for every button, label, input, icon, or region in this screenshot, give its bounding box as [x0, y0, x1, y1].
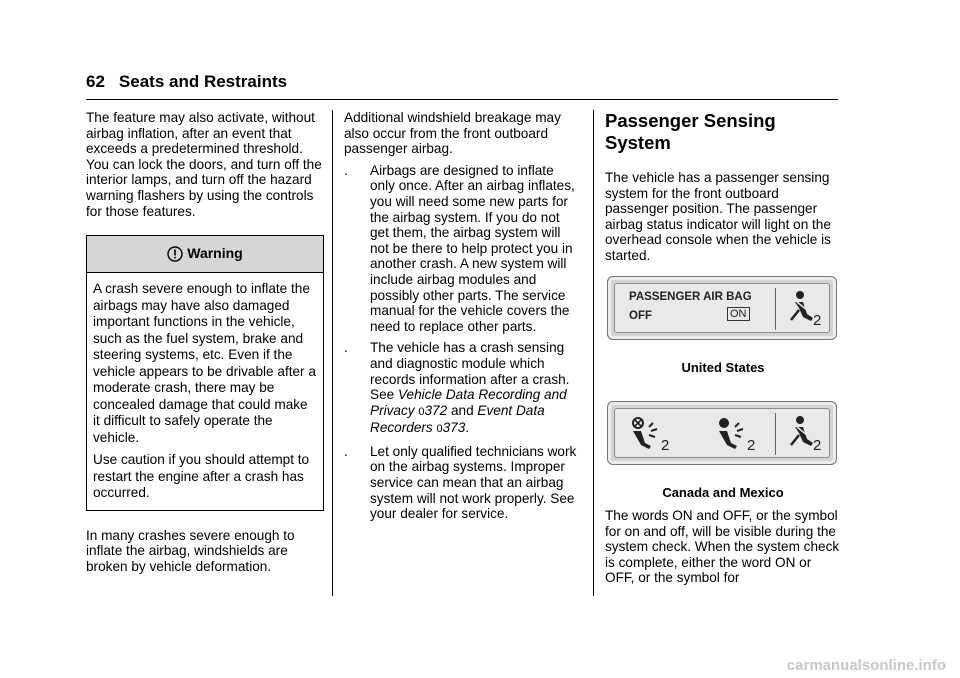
section-heading: Passenger Sensing System	[605, 110, 776, 153]
column-divider-2	[593, 110, 594, 596]
warning-paragraph-2: Use caution if you should attempt to restart the engine after a crash has occurred.	[93, 452, 310, 501]
col3-outro: The words ON and OFF, or the symbol for on and off, will be visible during the system check. When the system check is complete, either the word ON or OFF, or the symbol for	[605, 508, 840, 586]
col3-intro: The vehicle has a passenger sensing system for the front outboard passenger position. The passenger airbag status indicator will light on the overhead console when the vehicle is started.	[605, 170, 831, 263]
page-ref-arrow-icon: 0	[418, 405, 425, 418]
column-1	[86, 110, 324, 574]
warning-box	[86, 235, 324, 511]
panel-seat-number: 2	[813, 312, 822, 329]
bullet-item	[344, 444, 582, 522]
xref-page-372[interactable]: 372	[424, 402, 448, 418]
section-title: Seats and Restraints	[118, 72, 288, 91]
period-text: .	[465, 420, 470, 436]
col2-intro: Additional windshield breakage may also occur from the front outboard passenger airbag.	[344, 110, 561, 157]
xref-page-373[interactable]: 373	[442, 420, 466, 436]
bullet-mark: .	[344, 443, 348, 459]
panel-window	[614, 283, 830, 333]
column-divider-1	[332, 110, 333, 596]
bullet-1-text: Airbags are designed to inflate only once. After an airbag inflates, you will need some new parts for the airbag system. If you do not get them, the airbag system will not be there to help protect you in another crash. A new system will include airbag modules and possibly other parts. The service manual for the vehicle covers the need to replace other parts.	[370, 162, 575, 334]
page-ref-arrow-icon: 0	[436, 423, 443, 436]
panel-divider	[775, 413, 776, 455]
xref-event-data-recorders[interactable]: Event Data Recorders	[370, 402, 545, 436]
bullet-3-text: Let only qualified technicians work on the airbag systems. Improper service can mean that an airbag system will not work properly. See your dealer for service.	[370, 443, 577, 522]
panel-on-text: ON	[727, 307, 750, 321]
panel-seat-number: 2	[813, 437, 822, 454]
bullet-2-content	[370, 340, 582, 438]
col1-after-warning: In many crashes severe enough to inflate the airbag, windshields are broken by vehicle deformation.	[86, 527, 295, 574]
bullet-item	[344, 163, 582, 335]
header-rule	[86, 99, 838, 100]
column-3	[605, 110, 841, 264]
bullet-mark: .	[344, 162, 348, 178]
watermark: carmanualsonline.info	[786, 657, 946, 674]
caption-united-states: United States	[681, 360, 765, 375]
bullet-mark: .	[344, 340, 348, 356]
col3-outro-block	[605, 508, 841, 586]
panel-line1-text: PASSENGER AIR BAG	[629, 291, 752, 303]
us-indicator-panel	[607, 276, 837, 340]
panel-seat-number: 2	[747, 437, 756, 454]
panel-seat-number: 2	[661, 437, 670, 454]
column-2	[344, 110, 582, 522]
warning-icon	[167, 246, 183, 262]
bullet-item	[344, 340, 582, 438]
ca-indicator-panel	[607, 401, 837, 465]
page-number: 62	[86, 72, 105, 91]
panel-window	[614, 408, 830, 458]
xref-vehicle-data-recording[interactable]: Vehicle Data Recording and Privacy	[370, 387, 567, 418]
warning-title: Warning	[187, 245, 243, 262]
caption-canada-mexico: Canada and Mexico	[662, 485, 784, 500]
panel-divider	[775, 288, 776, 330]
warning-body	[87, 273, 323, 510]
warning-paragraph-1: A crash severe enough to inflate the airbags may have also damaged important functions in the vehicle, such as the fuel system, brake and steering systems, etc. Even if the vehicle appears to be drivable after a moderate crash, there may be concealed damage that could make it difficult to safely operate the vehicle.	[93, 281, 316, 445]
warning-header	[87, 236, 323, 273]
panel-off-text: OFF	[629, 310, 652, 322]
bullet-2-text: The vehicle has a crash sensing and diagnostic module which records information after a crash. See	[370, 340, 570, 403]
page-header	[86, 72, 287, 92]
col1-intro: The feature may also activate, without airbag inflation, after an event that exceeds a predetermined threshold. You can lock the doors, and turn off the interior lamps, and turn off the hazard warning flashers by using the controls for those features.	[86, 110, 322, 219]
and-text: and	[450, 402, 474, 418]
airbag-on-icon	[715, 417, 751, 451]
airbag-off-icon	[629, 417, 665, 451]
